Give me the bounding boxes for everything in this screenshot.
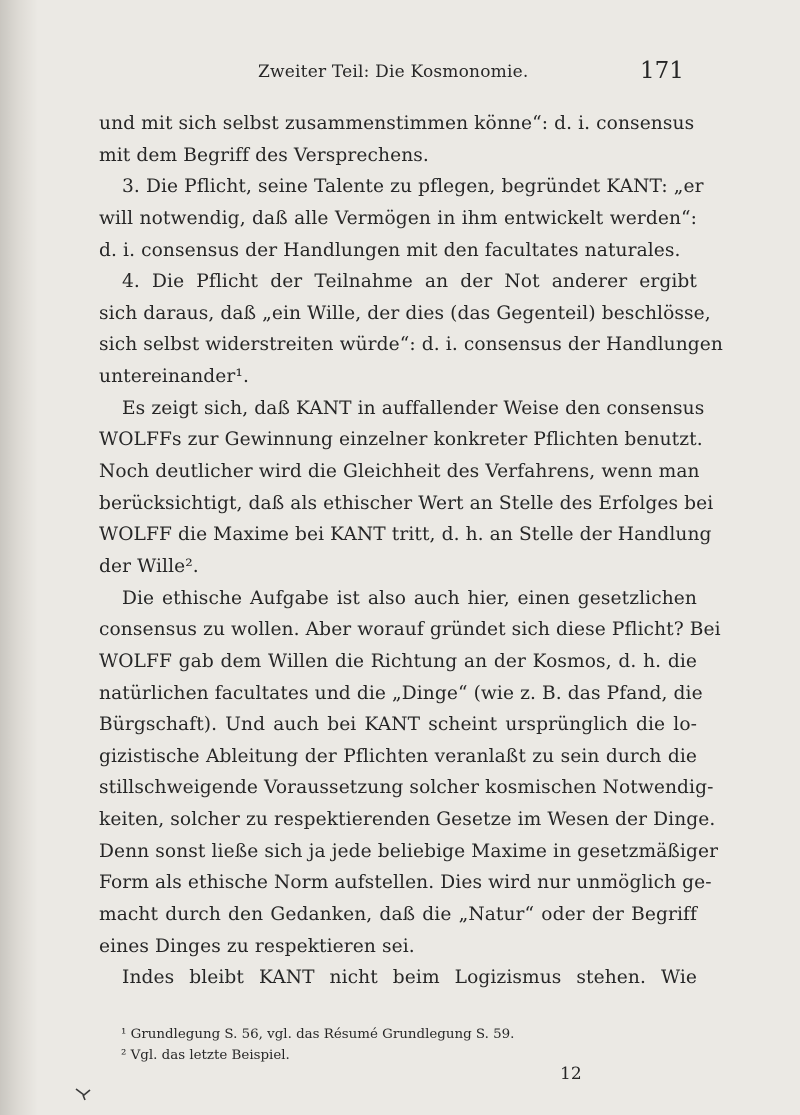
footnotes xyxy=(99,1024,697,1066)
ink-mark-icon xyxy=(74,1086,96,1102)
text-line: und mit sich selbst zusammenstimmen könne“: d. i. consensus xyxy=(99,113,695,134)
footnote: ¹ Grundlegung S. 56, vgl. das Résumé Grundlegung S. 59. xyxy=(121,1027,515,1042)
text-line: WOLFF die Maxime bei KANT tritt, d. h. an Stelle der Handlung xyxy=(99,524,712,546)
text-line: macht durch den Gedanken, daß die „Natur“ oder der Begriff xyxy=(99,904,697,926)
footnote: ² Vgl. das letzte Beispiel. xyxy=(121,1048,290,1063)
text-line: WOLFF gab dem Willen die Richtung an der Kosmos, d. h. die xyxy=(99,650,697,672)
text-line: Die ethische Aufgabe ist also auch hier, einen gesetzlichen xyxy=(122,587,697,609)
text-line: stillschweigende Voraussetzung solcher kosmischen Notwendig- xyxy=(99,777,714,799)
page-number: 171 xyxy=(640,58,684,84)
page-gutter-shadow xyxy=(0,0,38,1115)
running-head: Zweiter Teil: Die Kosmonomie. xyxy=(258,62,529,82)
text-line: natürlichen facultates und die „Dinge“ (wie z. B. das Pfand, die xyxy=(99,682,703,704)
text-line: eines Dinges zu respektieren sei. xyxy=(99,935,415,957)
text-line: Form als ethische Norm aufstellen. Dies wird nur unmöglich ge- xyxy=(99,872,712,894)
text-line: sich daraus, daß „ein Wille, der dies (das Gegenteil) beschlösse, xyxy=(99,302,711,324)
printer-signature: 12 xyxy=(560,1064,582,1084)
text-line: gizistische Ableitung der Pflichten veranlaßt zu sein durch die xyxy=(99,745,697,767)
text-line: will notwendig, daß alle Vermögen in ihm entwickelt werden“: xyxy=(99,207,697,229)
text-line: Bürgschaft). Und auch bei KANT scheint ursprünglich die lo- xyxy=(99,714,697,736)
text-line: keiten, solcher zu respektierenden Gesetze im Wesen der Dinge. xyxy=(99,809,716,831)
text-line: sich selbst widerstreiten würde“: d. i. consensus der Handlungen xyxy=(99,334,723,356)
body-text xyxy=(99,108,723,994)
text-line: Denn sonst ließe sich ja jede beliebige Maxime in gesetzmäßiger xyxy=(99,840,719,862)
text-line: mit dem Begriff des Versprechens. xyxy=(99,144,429,166)
page-header xyxy=(0,58,800,94)
text-line: Indes bleibt KANT nicht beim Logizismus stehen. Wie xyxy=(122,967,697,989)
text-line: d. i. consensus der Handlungen mit den facultates naturales. xyxy=(99,239,681,261)
text-line: berücksichtigt, daß als ethischer Wert an Stelle des Erfolges bei xyxy=(99,492,714,514)
text-line: untereinander¹. xyxy=(99,366,249,388)
text-line: WOLFFs zur Gewinnung einzelner konkreter Pflichten benutzt. xyxy=(99,429,703,451)
text-line: Noch deutlicher wird die Gleichheit des Verfahrens, wenn man xyxy=(99,461,700,483)
text-line: 3. Die Pflicht, seine Talente zu pflegen, begründet KANT: „er xyxy=(122,176,704,198)
text-line: 4. Die Pflicht der Teilnahme an der Not anderer ergibt xyxy=(122,271,697,293)
text-line: Es zeigt sich, daß KANT in auffallender Weise den consensus xyxy=(122,397,705,419)
text-line: der Wille². xyxy=(99,555,199,577)
text-line: consensus zu wollen. Aber worauf gründet sich diese Pflicht? Bei xyxy=(99,619,721,641)
